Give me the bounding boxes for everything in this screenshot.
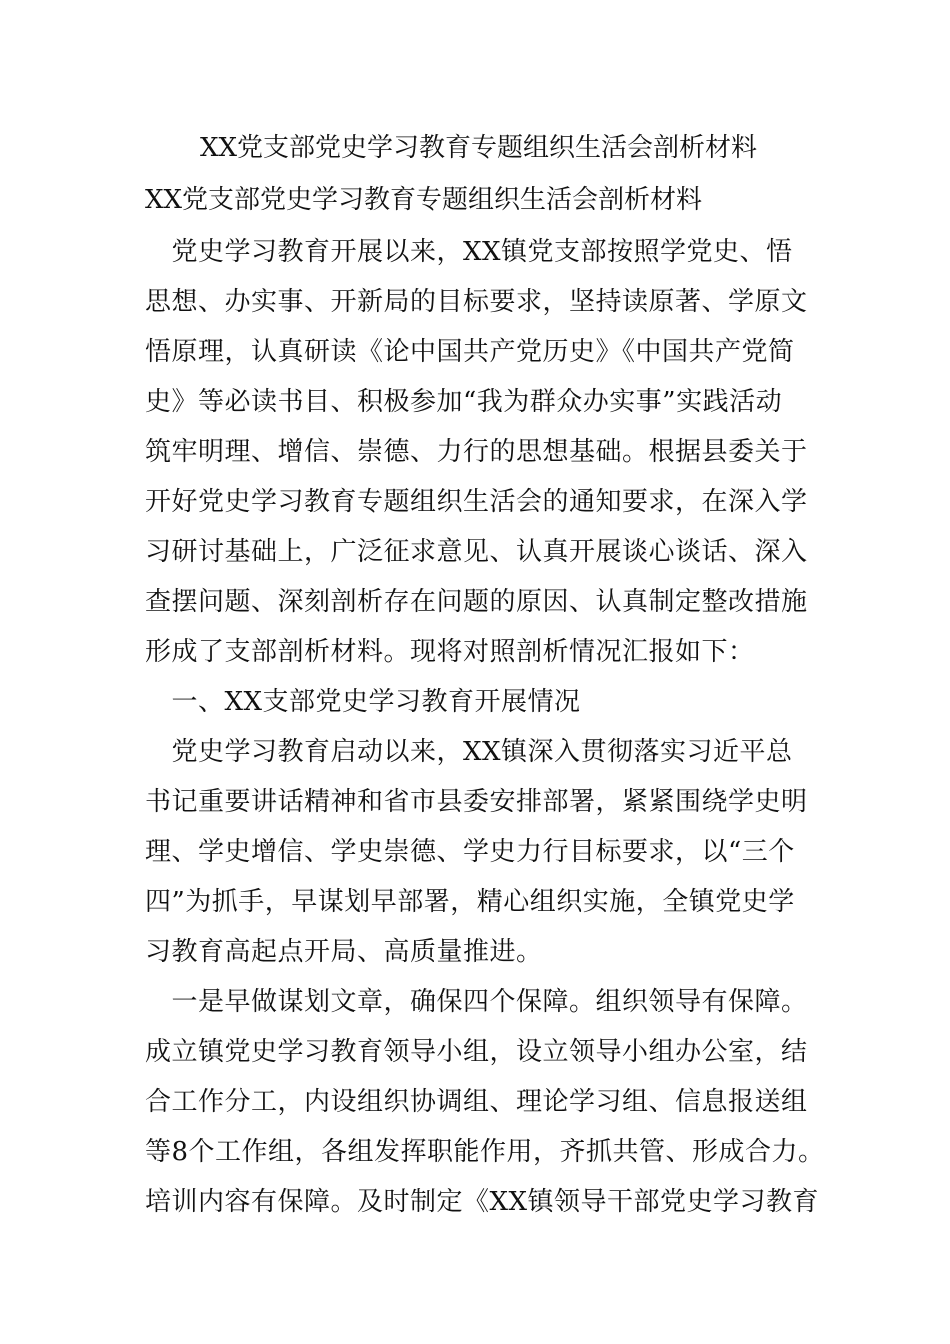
body-line: 习教育高起点开局、高质量推进。 [145, 937, 543, 967]
body-line: 查摆问题、深刻剖析存在问题的原因、认真制定整改措施 [145, 587, 808, 617]
body-line: 思想、办实事、开新局的目标要求，坚持读原著、学原文 [145, 287, 808, 317]
body-line: 合工作分工，内设组织协调组、理论学习组、信息报送组 [145, 1087, 808, 1117]
body-line: 四”为抓手，早谋划早部署，精心组织实施，全镇党史学 [145, 887, 795, 917]
body-line: 习研讨基础上，广泛征求意见、认真开展谈心谈话、深入 [145, 537, 808, 567]
body-line: 理、学史增信、学史崇德、学史力行目标要求，以“三个 [145, 837, 795, 867]
body-line: 悟原理，认真研读《论中国共产党历史》《中国共产党简 [145, 337, 795, 367]
body-line: 书记重要讲话精神和省市县委安排部署，紧紧围绕学史明 [145, 787, 808, 817]
body-line: 开好党史学习教育专题组织生活会的通知要求，在深入学 [145, 487, 808, 517]
body-line: 筑牢明理、增信、崇德、力行的思想基础。根据县委关于 [145, 437, 808, 467]
body-line: 形成了支部剖析材料。现将对照剖析情况汇报如下： [145, 637, 755, 667]
body-line: 成立镇党史学习教育领导小组，设立领导小组办公室，结 [145, 1037, 808, 1067]
section-heading: 一、XX支部党史学习教育开展情况 [145, 687, 581, 717]
document-title: XX党支部党史学习教育专题组织生活会剖析材料 [200, 133, 758, 163]
body-line: 一是早做谋划文章，确保四个保障。组织领导有保障。 [145, 987, 808, 1017]
body-line: 党史学习教育开展以来，XX镇党支部按照学党史、悟 [145, 237, 793, 267]
body-line: 党史学习教育启动以来，XX镇深入贯彻落实习近平总 [145, 737, 793, 767]
body-line: 史》等必读书目、积极参加“我为群众办实事”实践活动 [145, 387, 783, 417]
document-subtitle: XX党支部党史学习教育专题组织生活会剖析材料 [145, 185, 703, 215]
body-line: 等8个工作组，各组发挥职能作用，齐抓共管、形成合力。 [145, 1137, 825, 1167]
body-line: 培训内容有保障。及时制定《XX镇领导干部党史学习教育 [145, 1187, 820, 1217]
